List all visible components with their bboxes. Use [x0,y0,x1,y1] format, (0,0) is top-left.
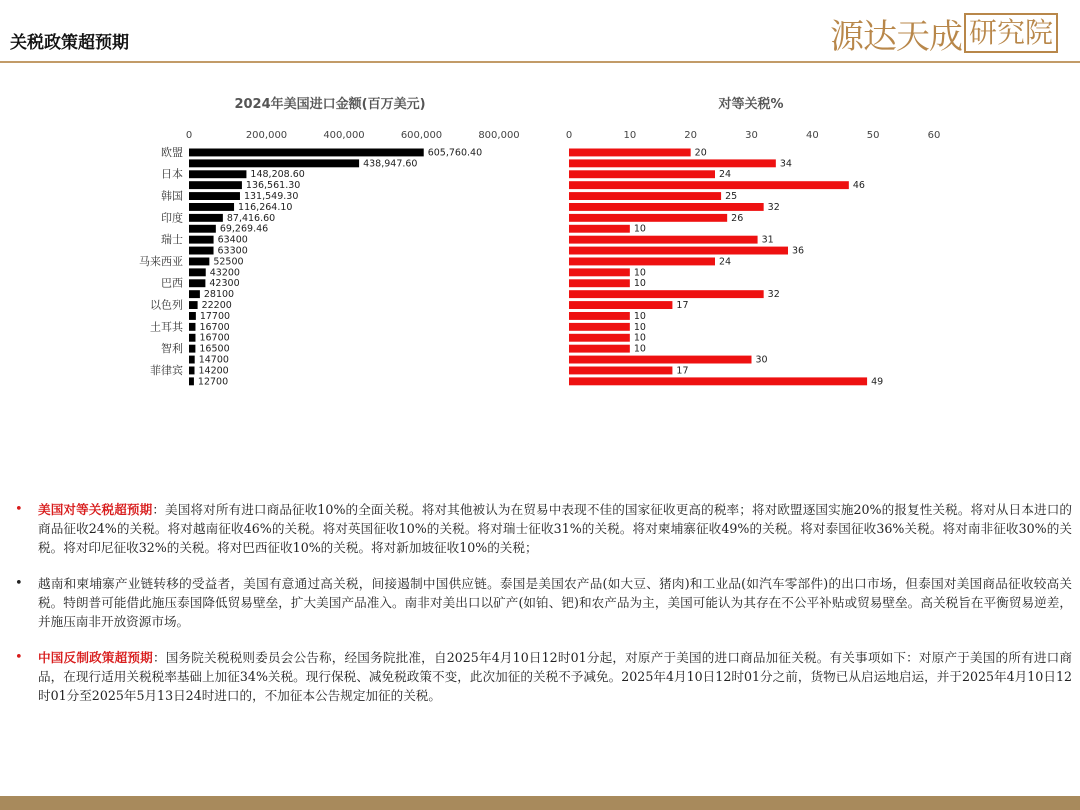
bar [189,268,206,276]
bar [569,345,630,353]
bar [189,323,195,331]
bar-value-label: 16500 [199,343,230,355]
category-label: 马来西亚 [139,254,183,268]
bar [569,367,672,375]
bar-value-label: 20 [694,147,707,159]
x-tick-label: 0 [185,130,193,141]
bar-value-label: 28100 [203,289,235,301]
bar-value-label: 438,947.60 [363,158,418,170]
bar [569,214,727,222]
bar-value-label: 14700 [198,354,229,366]
bar-value-label: 17 [676,365,689,377]
bar-value-label: 10 [633,223,646,235]
bullet-china-countermeasure [14,648,1072,705]
category-label: 瑞士 [161,233,183,247]
bar-value-label: 32 [767,201,780,213]
bar-value-label: 10 [633,278,646,290]
category-label: 菲律宾 [150,363,183,377]
bar-value-label: 25 [725,191,738,202]
bar [189,258,209,266]
page-title: 关税政策超预期 [10,33,129,53]
bar-value-label: 136,561.30 [245,180,301,192]
bullet-dot: • [15,576,23,591]
x-tick-label: 0 [565,130,573,141]
bar [189,247,214,255]
bar [569,247,788,255]
logo-text: 源达天成 [829,16,962,57]
bar [189,356,195,364]
bar [569,356,752,364]
bar-value-label: 49 [871,376,884,388]
bar [569,203,764,211]
bar [569,149,691,157]
import-value-chart [130,90,550,390]
bar-value-label: 10 [633,267,646,279]
chart-title: 2024年美国进口金额(百万美元) [234,97,426,112]
bar-value-label: 131,549.30 [243,191,299,202]
x-tick-label: 400,000 [323,130,365,141]
bar-value-label: 63400 [217,234,248,246]
bullet-text: ：美国将对所有进口商品征收10%的全面关税。将对其他被认为在贸易中表现不佳的国家征收更高的税率；将对欧盟逐国实施20%的报复性关税。将对从日本进口的商品征收24%的关税。将对越南征收46%的关税。将对英国征收10%的关税。将对瑞士征收31%的关税。将对柬埔寨征收49%的关税。将对泰国征收36%关税。将对南非征收30%的关税。将对印尼征收32%的关税。将对巴西征收10%的关税。将对新加坡征收10%的关税； [38,502,1073,555]
bar-value-label: 22200 [201,300,232,311]
bar-value-label: 34 [779,158,792,170]
bar [189,181,242,189]
bar [189,312,196,320]
bar [189,290,200,298]
bar-value-label: 16700 [199,332,230,344]
x-tick-label: 40 [805,130,819,141]
category-label: 日本 [161,167,183,181]
category-label: 智利 [161,342,183,356]
bar [569,236,758,244]
bar [569,225,630,233]
x-tick-label: 50 [866,130,880,141]
bar [189,192,240,200]
bullet-supply-chain [14,574,1072,631]
bar-value-label: 17700 [199,310,231,322]
bar [189,170,246,178]
bar [569,377,867,385]
bar [189,159,359,167]
bar-value-label: 10 [633,343,646,355]
bar-value-label: 87,416.60 [226,212,276,224]
bar-value-label: 12700 [197,376,229,388]
bar [569,159,776,167]
bullet-lead: 中国反制政策超预期 [38,650,153,665]
x-tick-label: 10 [623,130,637,141]
x-tick-label: 200,000 [245,130,288,141]
bar [189,214,223,222]
bar-value-label: 42300 [209,278,240,290]
category-label: 欧盟 [161,145,183,159]
logo-box-text: 研究院 [964,13,1058,53]
bar [569,312,630,320]
bar-value-label: 148,208.60 [250,169,305,181]
category-label: 以色列 [150,298,183,312]
bar-value-label: 14200 [198,365,229,377]
bar-value-label: 10 [633,310,646,322]
x-tick-label: 800,000 [478,130,520,141]
header-divider [0,61,1080,63]
bar-value-label: 26 [731,212,744,224]
bar-value-label: 605,760.40 [427,147,483,159]
bar [189,225,216,233]
bar [569,290,764,298]
bar-value-label: 116,264.10 [238,201,293,213]
brand-logo [830,10,1058,56]
bullet-us-tariff [14,500,1072,557]
chart-title: 对等关税% [718,97,784,112]
bar-value-label: 32 [767,289,780,301]
tariff-rate-chart [555,90,975,390]
category-label: 韩国 [161,189,183,203]
bar [569,334,630,342]
bar [189,236,214,244]
bar [189,377,194,385]
bar-value-label: 16700 [199,321,230,333]
bar-value-label: 10 [633,332,646,344]
category-label: 印度 [161,211,183,225]
bar [569,301,672,309]
bar [189,203,234,211]
bar-value-label: 43200 [209,267,240,279]
bar-value-label: 30 [755,354,768,366]
bar-value-label: 69,269.46 [219,223,269,235]
bar [189,345,195,353]
bar [569,323,630,331]
bar-value-label: 24 [719,169,732,181]
bullet-text: ：国务院关税税则委员会公告称，经国务院批准，自2025年4月10日12时01分起，对原产于美国的进口商品加征关税。有关事项如下：对原产于美国的所有进口商品，在现行适用关税税率基础上加征34%关税。现行保税、减免税政策不变，此次加征的关税不予减免。2025年4月10日12时01分之前，货物已从启运地启运，并于2025年4月10日12时01分至2025年5月13日24时进口的，不加征本公告规定加征的关税。 [38,650,1073,703]
bar [569,258,715,266]
bar [569,181,849,189]
category-label: 巴西 [161,276,183,290]
bullet-list [14,500,1072,722]
bar [189,367,195,375]
bar-value-label: 46 [852,180,865,192]
bar-value-label: 52500 [213,256,244,268]
x-tick-label: 30 [745,130,758,141]
x-tick-label: 60 [927,130,941,141]
bar-value-label: 17 [676,300,689,311]
bullet-dot: • [15,502,23,517]
bar-value-label: 63300 [217,245,248,257]
bar [189,334,195,342]
bullet-text: 越南和柬埔寨产业链转移的受益者，美国有意通过高关税，间接遏制中国供应链。泰国是美国农产品(如大豆、猪肉)和工业品(如汽车零部件)的出口市场，但泰国对美国商品征收较高关税。特朗普可能借此施压泰国降低贸易壁垒，扩大美国产品准入。南非对美出口以矿产(如铂、钯)和农产品为主，美国可能认为其存在不公平补贴或贸易壁垒。高关税旨在平衡贸易逆差，并施压南非开放资源市场。 [38,576,1072,629]
bar [189,149,424,157]
bar [569,192,721,200]
bar-value-label: 31 [761,234,774,246]
bullet-dot: • [15,650,23,665]
category-label: 土耳其 [150,320,183,334]
bar [189,301,198,309]
bar [569,279,630,287]
bar-value-label: 24 [719,256,732,268]
footer-band [0,796,1080,810]
x-tick-label: 20 [684,130,698,141]
x-tick-label: 600,000 [400,130,443,141]
bar-value-label: 36 [792,245,805,257]
bar [189,279,205,287]
bar-value-label: 10 [633,321,646,333]
bullet-lead: 美国对等关税超预期 [38,502,153,517]
bar [569,268,630,276]
bar [569,170,715,178]
